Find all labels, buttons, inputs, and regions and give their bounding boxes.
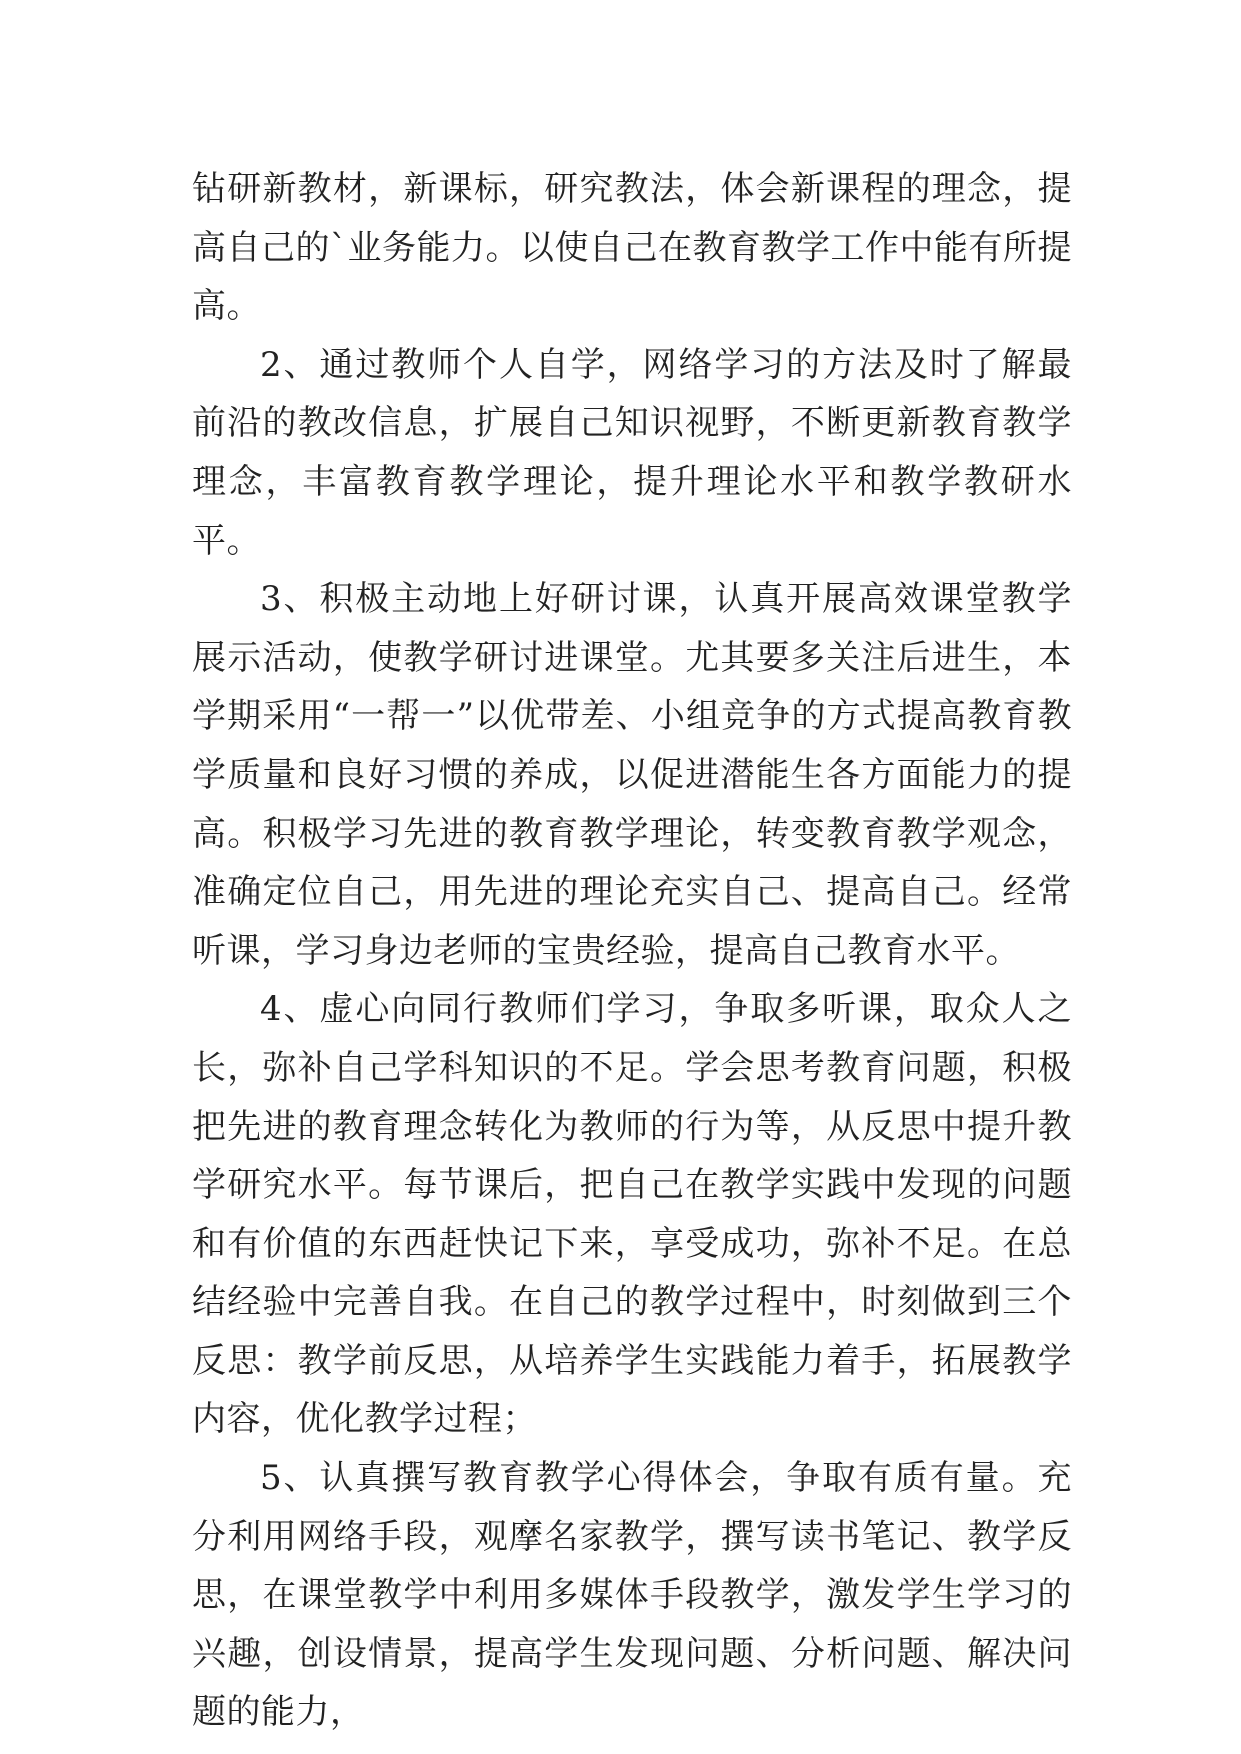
paragraph-item-5: 5、认真撰写教育教学心得体会，争取有质有量。充分利用网络手段，观摩名家教学，撰写读书笔记、教学反思，在课堂教学中利用多媒体手段教学，激发学生学习的兴趣，创设情景，提高学生发现问题、分析问题、解决问题的能力， xyxy=(192,1458,1072,1733)
paragraph-continuation: 钻研新教材，新课标，研究教法，体会新课程的理念，提高自己的`业务能力。以使自己在教育教学工作中能有所提高。 xyxy=(192,169,1072,327)
document-body xyxy=(192,160,1072,1742)
paragraph-item-4: 4、虚心向同行教师们学习，争取多听课，取众人之长，弥补自己学科知识的不足。学会思考教育问题，积极把先进的教育理念转化为教师的行为等，从反思中提升教学研究水平。每节课后，把自己在教学实践中发现的问题和有价值的东西赶快记下来，享受成功，弥补不足。在总结经验中完善自我。在自己的教学过程中，时刻做到三个反思：教学前反思，从培养学生实践能力着手，拓展教学内容，优化教学过程； xyxy=(192,989,1072,1440)
paragraph-item-3: 3、积极主动地上好研讨课，认真开展高效课堂教学展示活动，使教学研讨进课堂。尤其要多关注后进生，本学期采用“一帮一”以优带差、小组竞争的方式提高教育教学质量和良好习惯的养成，以促进潜能生各方面能力的提高。积极学习先进的教育教学理论，转变教育教学观念，准确定位自己，用先进的理论充实自己、提高自己。经常听课，学习身边老师的宝贵经验，提高自己教育水平。 xyxy=(192,579,1072,971)
paragraph-item-2: 2、通过教师个人自学，网络学习的方法及时了解最前沿的教改信息，扩展自己知识视野，不断更新教育教学理念，丰富教育教学理论，提升理论水平和教学教研水平。 xyxy=(192,344,1072,561)
